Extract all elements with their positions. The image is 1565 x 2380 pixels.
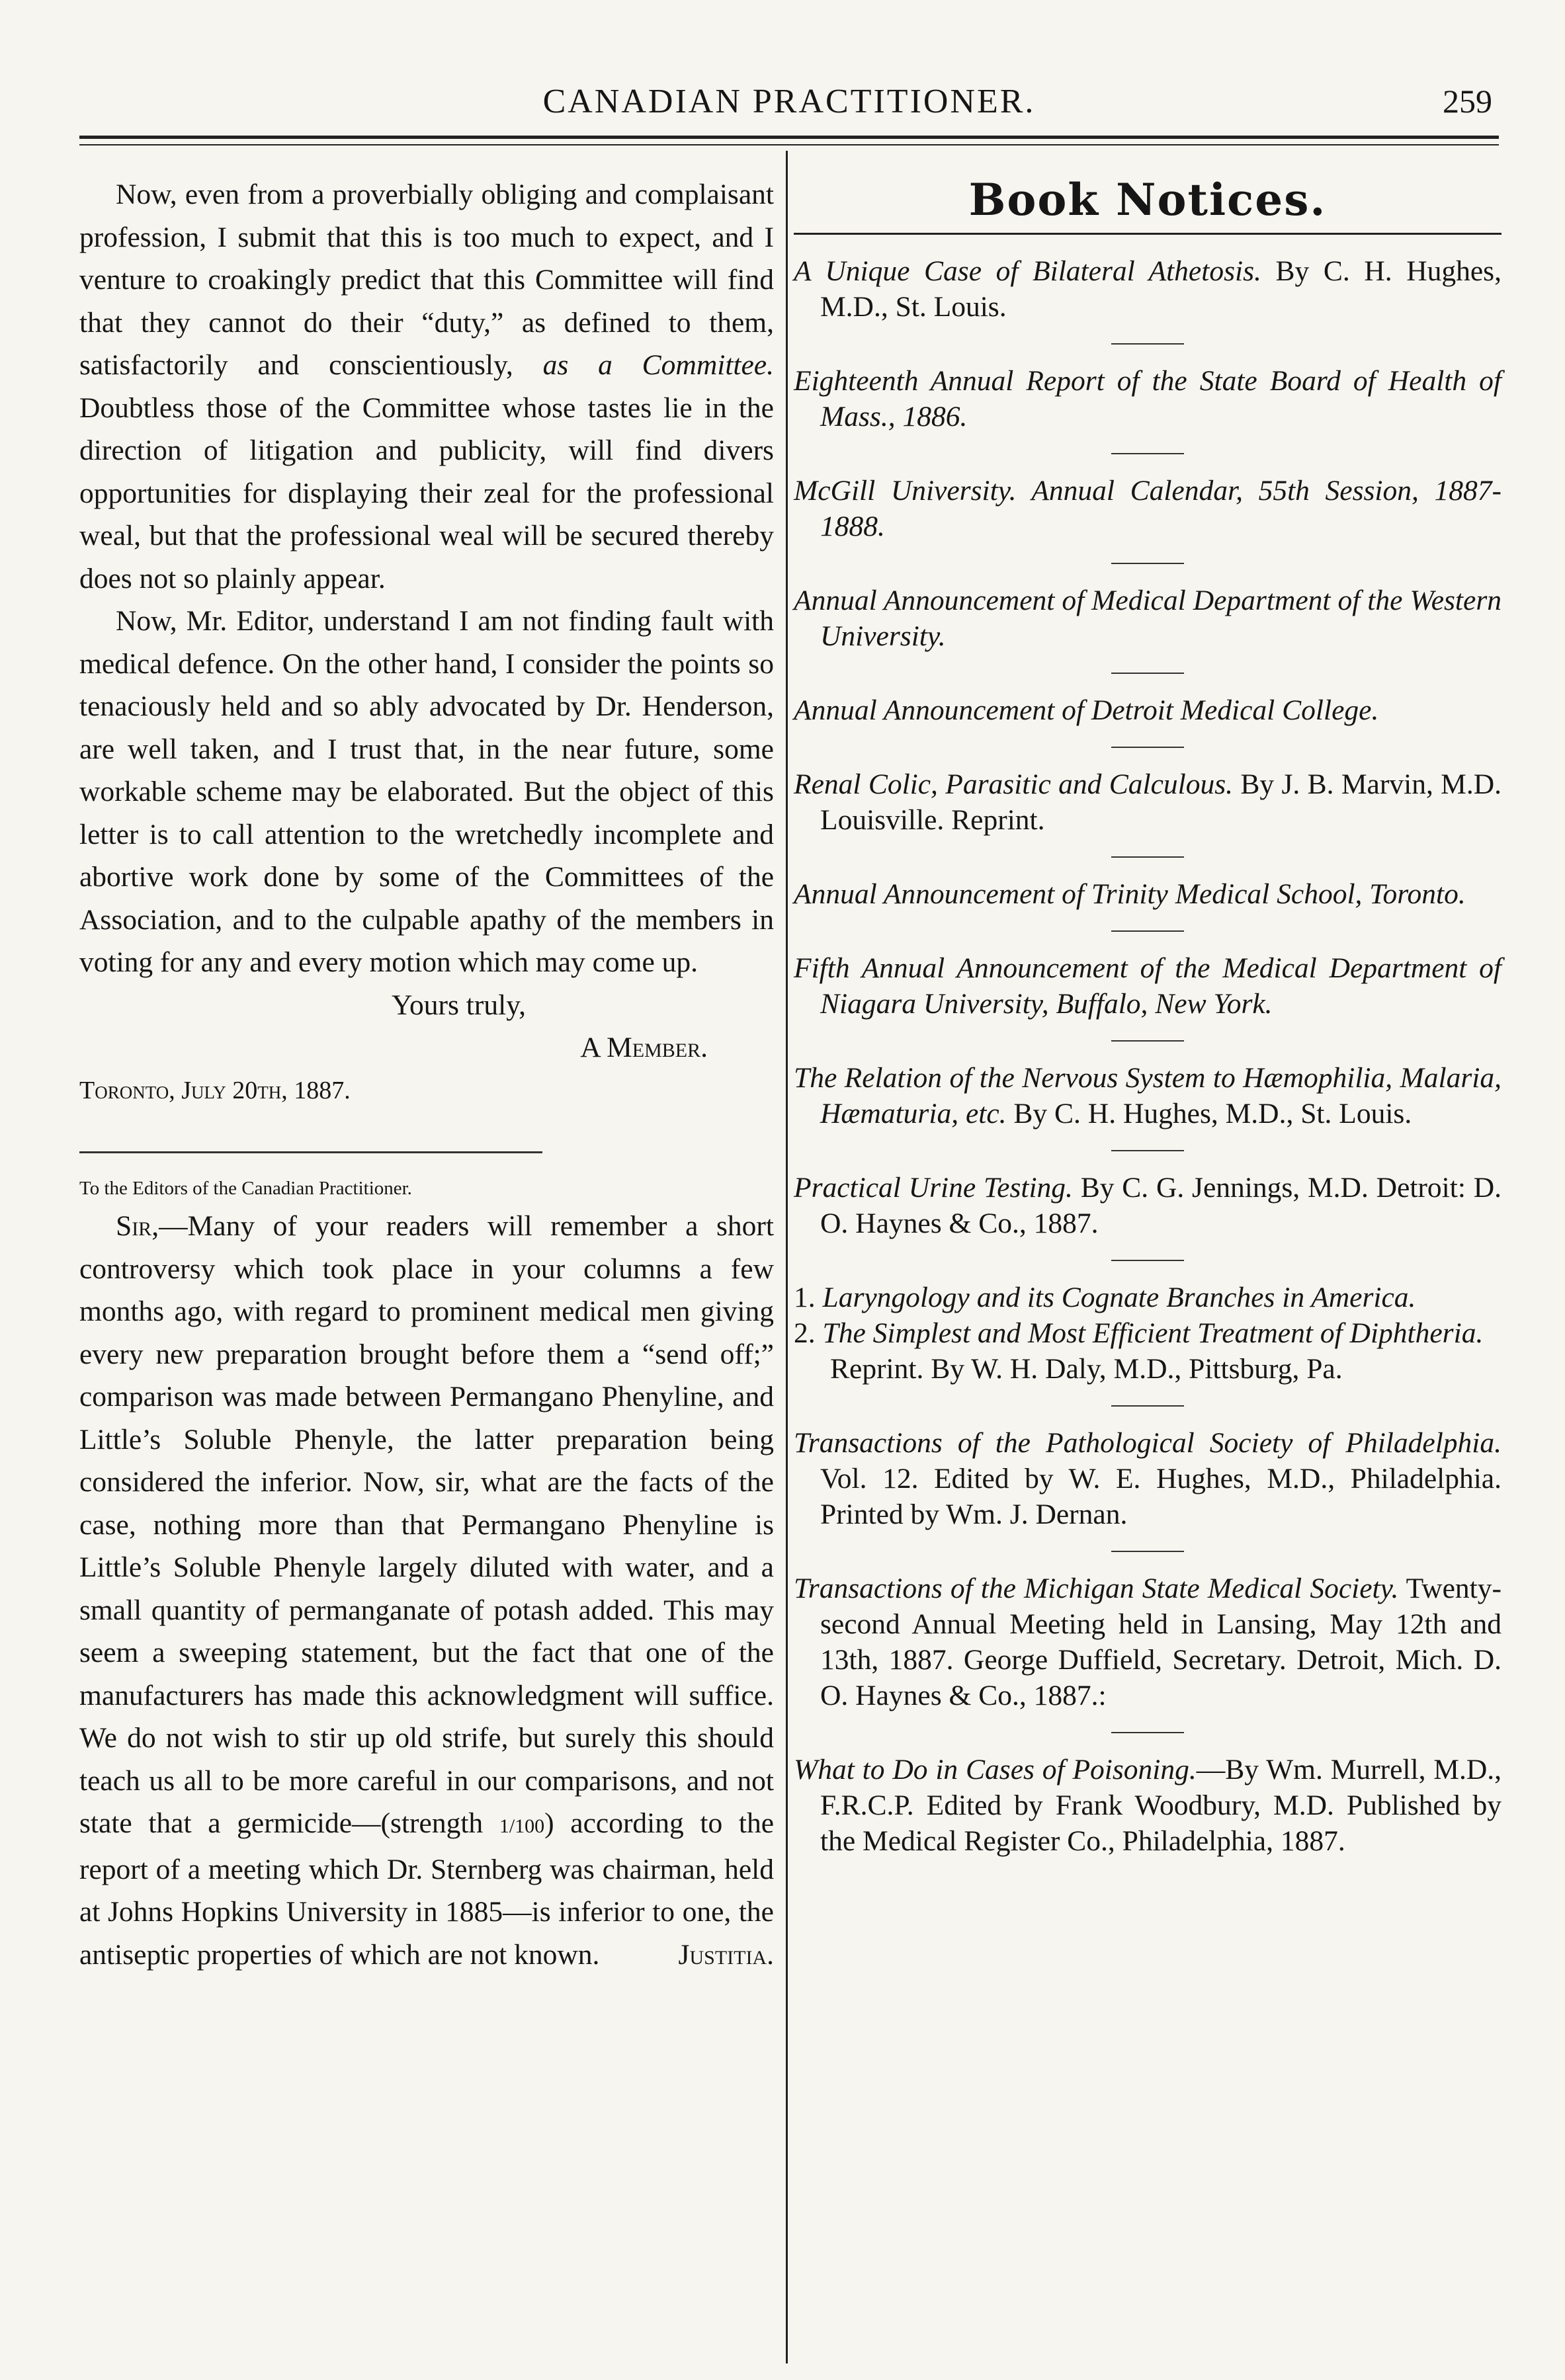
paragraph-1-rest: Doubtless those of the Committee whose tastes lie in the direction of litigation and publicity, will find divers opportunities for displaying their zeal for the professional weal, but that the professional weal will be secured thereby does not so plainly appear.: [79, 391, 774, 595]
notice-2: [794, 363, 1502, 434]
notice-2-title: Eighteenth Annual Report of the State Board of Health of Mass., 1886.: [794, 365, 1502, 432]
running-title: CANADIAN PRACTITIONER.: [542, 83, 1036, 120]
paragraph-1-italic: as a Committee.: [542, 349, 774, 381]
notice-4-title: Annual Announcement of Medical Department of the Western University.: [794, 585, 1502, 652]
notice-12-rest: Vol. 12. Edited by W. E. Hughes, M.D., Philadelphia. Printed by Wm. J. Dernan.: [820, 1463, 1502, 1530]
notice-12-title: Transactions of the Pathological Society of Philadelphia.: [794, 1427, 1502, 1459]
notice-1-title: A Unique Case of Bilateral Athetosis.: [794, 255, 1261, 287]
separator: [1111, 1040, 1184, 1042]
salutation: Sir,: [116, 1210, 159, 1242]
notice-11a: [794, 1280, 1502, 1315]
notice-6: [794, 766, 1502, 838]
page-header: [79, 79, 1499, 126]
notice-10-title: Practical Urine Testing.: [794, 1172, 1073, 1204]
notice-9-title: The Relation of the Nervous System to Hæmophilia, Malaria, Hæmaturia, etc.: [794, 1062, 1502, 1129]
notice-12: [794, 1425, 1502, 1532]
paragraph-3-text: —Many of your readers will remember a short controversy which took place in your columns a few months ago, with regard to prominent medical men giving every new preparation brought before them a “send off;” comparison was made between Permangano Phenyline, and Little’s Soluble Phenyle, the latter preparation being considered the inferior. Now, sir, what are the facts of the case, nothing more than that Permangano Phenyline is Little’s Soluble Phenyle largely diluted with water, and a small quantity of permanganate of potash added. This may seem a sweeping statement, but the fact that one of the manufacturers has made this acknowledgment will suffice. We do not wish to stir up old strife, but surely this should teach us all to be more careful in our comparisons, and not state that a germicide—(strength: [79, 1210, 774, 1839]
notice-10-rest: By C. G. Jennings, M.D. Detroit: D. O. Haynes & Co., 1887.: [820, 1172, 1502, 1239]
date-line: Toronto, July 20th, 1887.: [79, 1076, 351, 1104]
right-column: [794, 173, 1502, 1859]
separator: [1111, 343, 1184, 345]
notice-3: [794, 473, 1502, 544]
notice-5-title: Annual Announcement of Detroit Medical College.: [794, 694, 1379, 726]
notice-1: [794, 253, 1502, 325]
notice-7-title: Annual Announcement of Trinity Medical School, Toronto.: [794, 878, 1466, 910]
notice-14-title: What to Do in Cases of Poisoning.: [794, 1754, 1197, 1785]
editor-line: To the Editors of the Canadian Practitioner.: [79, 1178, 412, 1199]
notice-6-title: Renal Colic, Parasitic and Calculous.: [794, 768, 1234, 800]
paragraph-3: [79, 1205, 774, 1976]
paragraph-3-end: ) according to the report of a meeting which Dr. Sternberg was chairman, held at Johns Hopkins University in 1885—is inferior to one, the antiseptic properties of which are not known.: [79, 1807, 774, 1971]
heading-rule: [794, 233, 1502, 235]
notice-3-title: McGill University. Annual Calendar, 55th Session, 1887-1888.: [794, 475, 1502, 542]
notice-13-rest: Twenty-second Annual Meeting held in Lansing, May 12th and 13th, 1887. George Duffield, Secretary. Detroit, Mich. D. O. Haynes & Co., 1887.:: [820, 1573, 1502, 1711]
notice-13-title: Transactions of the Michigan State Medical Society.: [794, 1573, 1399, 1604]
fraction: 1/100: [499, 1815, 545, 1837]
paragraph-2: Now, Mr. Editor, understand I am not finding fault with medical defence. On the other hand, I consider the points so tenaciously held and so ably advocated by Dr. Henderson, are well taken, and I trust that, in the near future, some workable scheme may be elaborated. But the object of this letter is to call attention to the wretchedly incomplete and abortive work done by some of the Committees of the Association, and to the culpable apathy of the members in voting for any and every motion which may come up.: [79, 605, 774, 978]
header-rule-thin: [79, 144, 1499, 145]
notice-5: [794, 692, 1502, 728]
paragraph-1-text: Now, even from a proverbially obliging and complaisant profession, I submit that this is too much to expect, and I venture to croakingly predict that this Committee will find that they cannot do their “duty,” as defined to them, satisfactorily and conscientiously,: [79, 179, 774, 381]
notice-8-title: Fifth Annual Announcement of the Medical Department of Niagara University, Buffalo, New York.: [794, 952, 1502, 1020]
notice-11b-number: 2.: [794, 1317, 816, 1349]
notice-6-rest: By J. B. Marvin, M.D. Louisville. Reprint.: [820, 768, 1502, 836]
notice-14-rest: —By Wm. Murrell, M.D., F.R.C.P. Edited by Frank Woodbury, M.D. Published by the Medical Register Co., Philadelphia, 1887.: [820, 1754, 1502, 1857]
notice-10: [794, 1170, 1502, 1241]
section-rule: [79, 1151, 542, 1153]
separator: [1111, 856, 1184, 858]
separator: [1111, 673, 1184, 674]
separator: [1111, 747, 1184, 748]
separator: [1111, 1260, 1184, 1261]
left-column: [79, 173, 774, 1976]
separator: [1111, 563, 1184, 564]
notice-8: [794, 950, 1502, 1022]
paragraph-1: [79, 173, 774, 600]
notice-11b: [794, 1315, 1502, 1387]
notice-11a-number: 1.: [794, 1282, 816, 1313]
separator: [1111, 1405, 1184, 1407]
signature: A Member.: [580, 1032, 708, 1063]
notice-7: [794, 876, 1502, 912]
notice-11a-title: Laryngology and its Cognate Branches in America.: [822, 1282, 1416, 1313]
notice-9: [794, 1060, 1502, 1131]
separator: [1111, 1732, 1184, 1733]
header-rule: [79, 136, 1499, 139]
notice-11b-title: The Simplest and Most Efficient Treatment of Diphtheria.: [822, 1317, 1484, 1349]
notice-13: [794, 1571, 1502, 1713]
notice-11b-rest: Reprint. By W. H. Daly, M.D., Pittsburg, Pa.: [830, 1353, 1343, 1385]
column-divider: [786, 151, 788, 2363]
book-notices-heading: Book Notices.: [968, 174, 1327, 226]
separator: [1111, 1551, 1184, 1552]
closing: Yours truly,: [391, 989, 526, 1021]
notice-1-rest: By C. H. Hughes, M.D., St. Louis.: [820, 255, 1502, 323]
separator: [1111, 1150, 1184, 1151]
notice-14: [794, 1752, 1502, 1859]
separator: [1111, 930, 1184, 932]
notice-9-rest: By C. H. Hughes, M.D., St. Louis.: [1006, 1098, 1412, 1129]
page-number: 259: [1443, 83, 1492, 120]
separator: [1111, 453, 1184, 454]
notice-4: [794, 583, 1502, 654]
signature-2: Justitia.: [678, 1938, 774, 1971]
